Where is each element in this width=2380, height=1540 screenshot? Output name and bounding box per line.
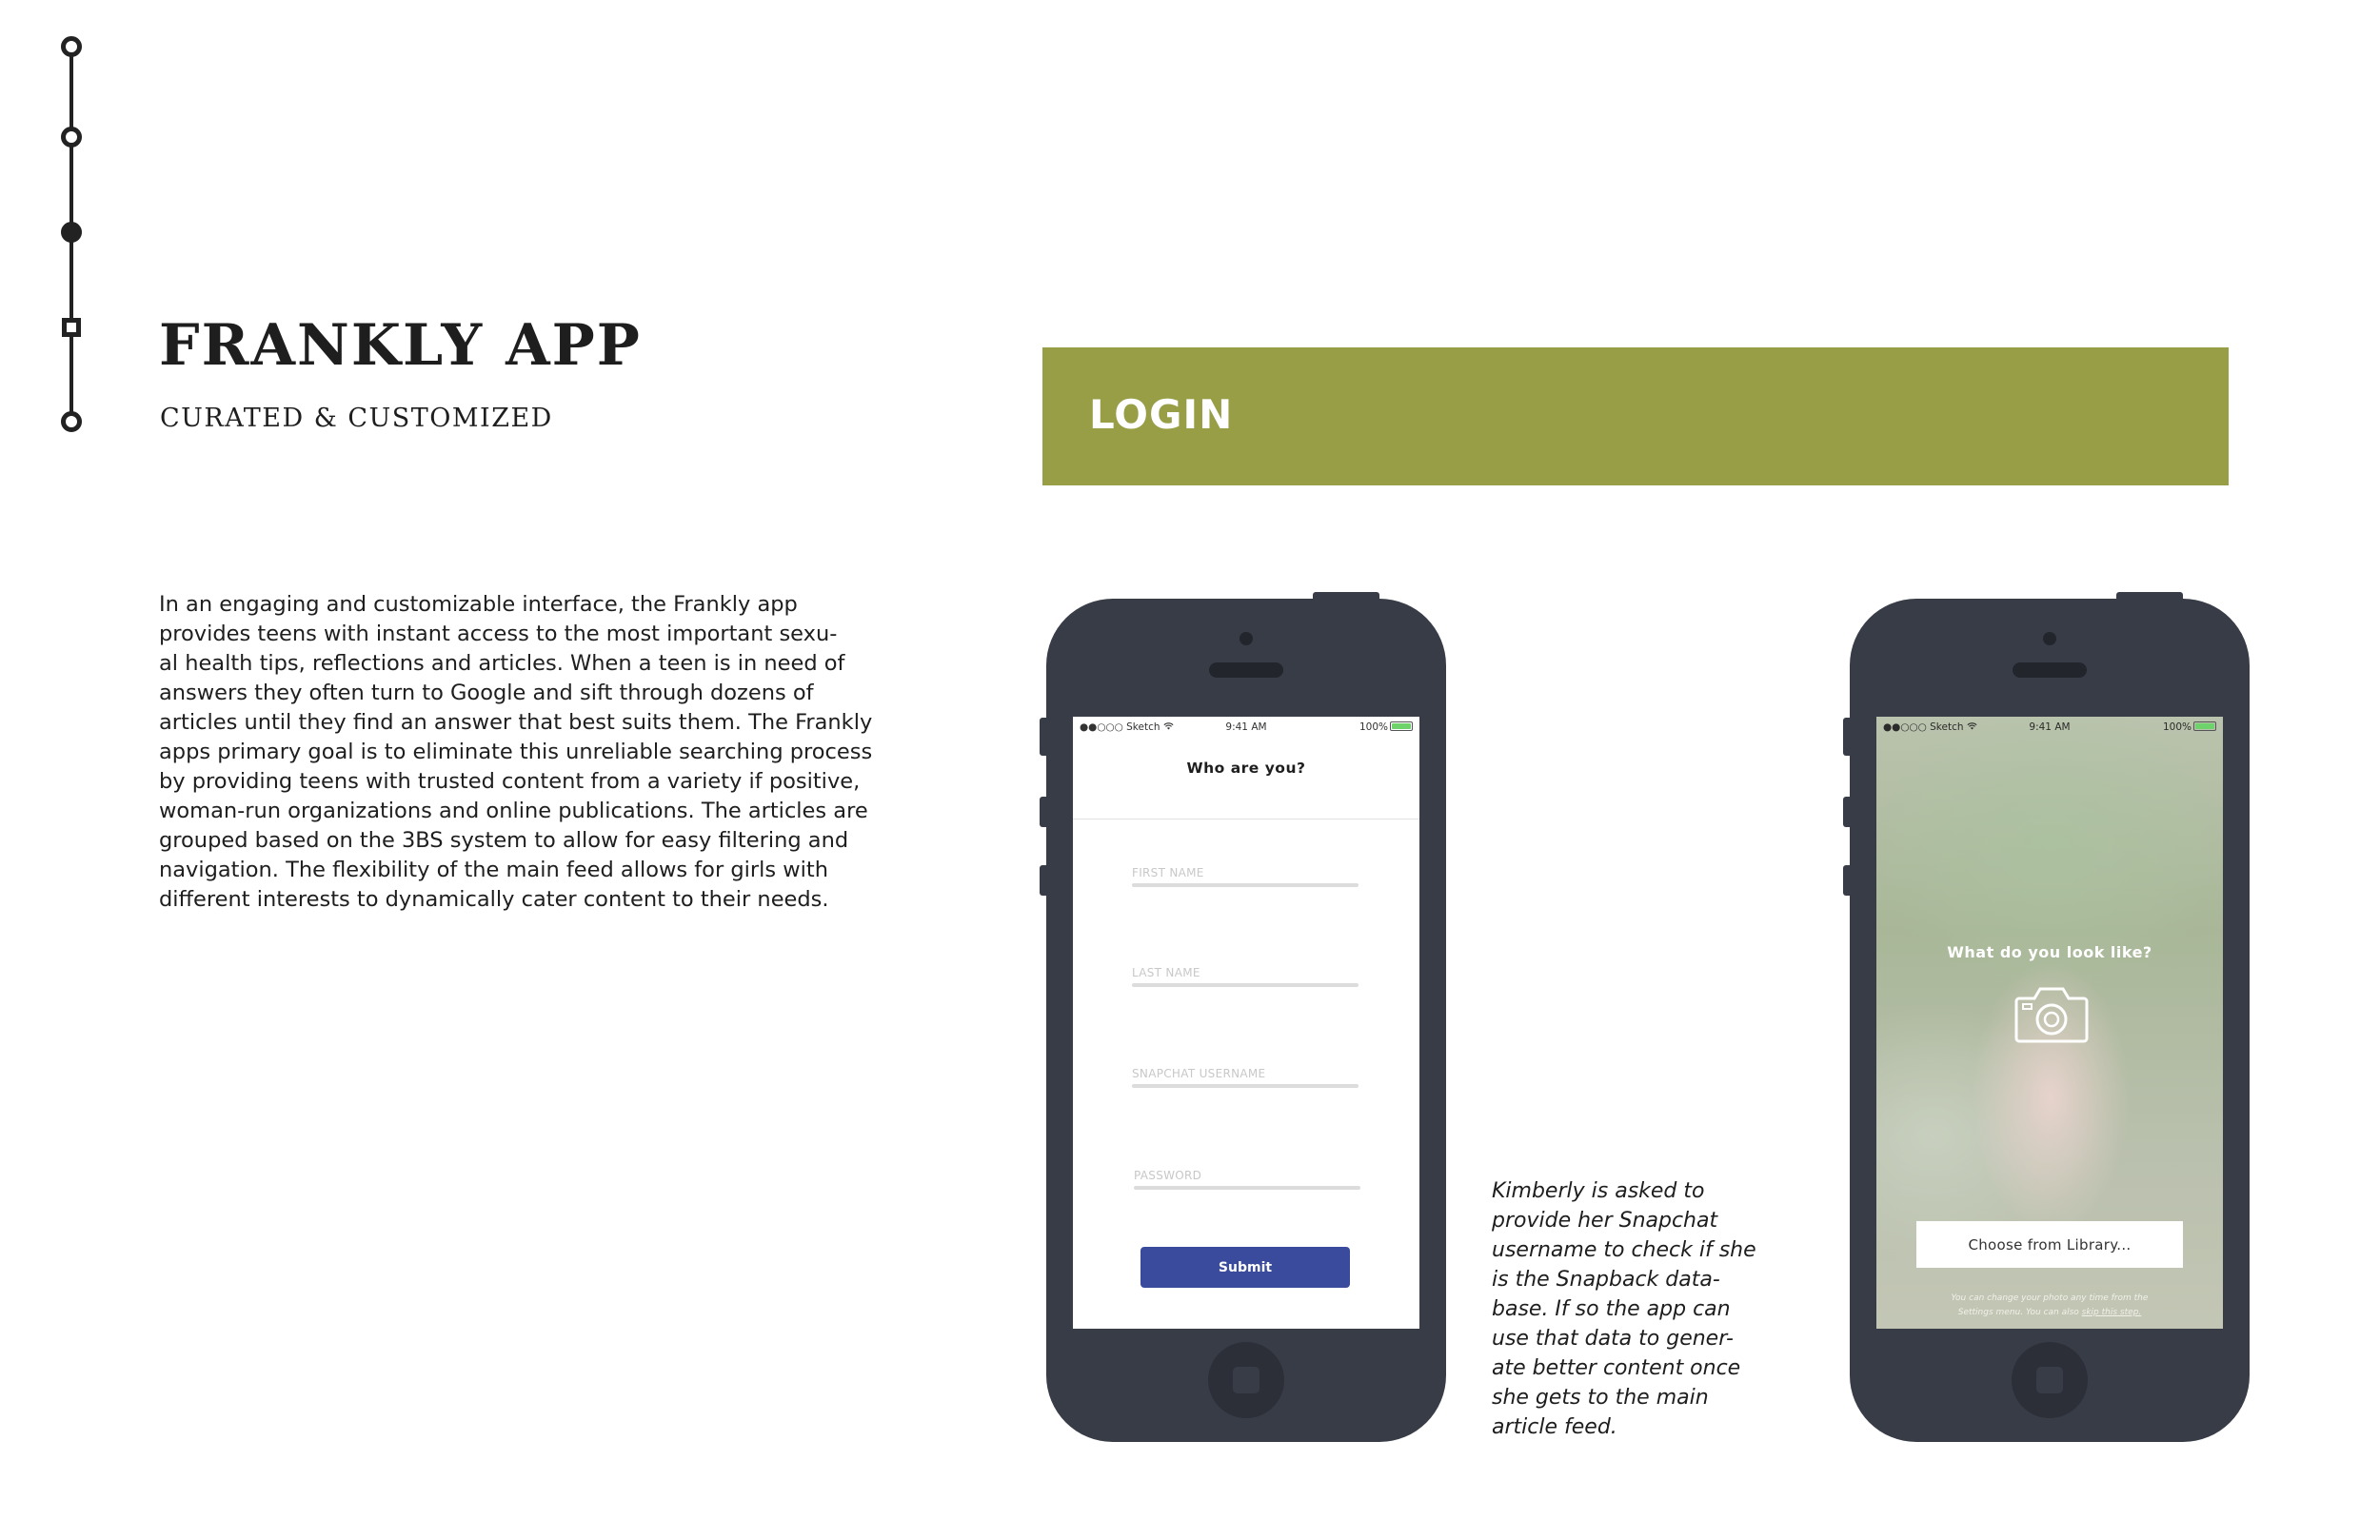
fine-print-line: You can change your photo any time from the <box>1951 1293 2149 1303</box>
skip-step-link[interactable]: skip this step. <box>2081 1308 2142 1317</box>
description-text <box>159 590 873 915</box>
timeline-node-square <box>62 318 81 337</box>
caption-line: is the Snapback data- <box>1492 1268 1720 1292</box>
description-line: answers they often turn to Google and sift through dozens of <box>159 681 814 705</box>
first-name-placeholder: FIRST NAME <box>1132 866 1204 879</box>
timeline-icon <box>57 36 86 436</box>
password-placeholder: PASSWORD <box>1134 1169 1202 1182</box>
description-line: In an engaging and customizable interface, the Frankly app <box>159 592 798 617</box>
caption-line: base. If so the app can <box>1492 1297 1731 1321</box>
fine-print-line: Settings menu. You can also <box>1957 1308 2082 1317</box>
phone-speaker <box>1209 662 1283 678</box>
description-line: al health tips, reflections and articles. When a teen is in need of <box>159 651 845 676</box>
field-underline <box>1134 1186 1360 1190</box>
phone-front-camera <box>2043 632 2056 645</box>
page-title: FRANKLY APP <box>159 312 642 379</box>
last-name-placeholder: LAST NAME <box>1132 966 1200 979</box>
caption-line: article feed. <box>1492 1415 1617 1439</box>
phone-front-camera <box>1240 632 1253 645</box>
field-underline <box>1132 1084 1359 1088</box>
camera-icon[interactable] <box>2013 985 2090 1044</box>
section-banner <box>1042 347 2229 485</box>
carrier-label: ●●○○○ Sketch <box>1883 721 1964 733</box>
caption-line: ate better content once <box>1492 1356 1741 1380</box>
carrier-label: ●●○○○ Sketch <box>1080 721 1160 733</box>
field-underline <box>1132 983 1359 987</box>
description-line: navigation. The flexibility of the main feed allows for girls with <box>159 858 828 882</box>
timeline-node <box>61 127 82 148</box>
submit-button[interactable]: Submit <box>1140 1247 1350 1288</box>
caption-line: provide her Snapchat <box>1492 1209 1718 1233</box>
choose-from-library-button[interactable]: Choose from Library... <box>1916 1221 2183 1268</box>
phone-home-button <box>1208 1342 1284 1418</box>
login-heading: Who are you? <box>1186 760 1306 777</box>
timeline-node <box>61 36 82 57</box>
timeline-node <box>61 411 82 432</box>
snapchat-username-placeholder: SNAPCHAT USERNAME <box>1132 1067 1266 1080</box>
description-line: different interests to dynamically cater content to their needs. <box>159 887 829 912</box>
status-bar <box>1876 717 2223 738</box>
field-underline <box>1132 883 1359 887</box>
phone-login-mockup <box>1046 599 1446 1442</box>
caption-line: use that data to gener- <box>1492 1327 1734 1351</box>
phone-photo-mockup <box>1850 599 2250 1442</box>
phone-home-button <box>2012 1342 2088 1418</box>
battery-percent: 100% <box>2162 721 2192 733</box>
phone-speaker <box>2013 662 2087 678</box>
battery-icon <box>1390 721 1413 731</box>
password-field[interactable] <box>1134 1169 1360 1190</box>
description-line: apps primary goal is to eliminate this unreliable searching process <box>159 740 873 764</box>
caption-text <box>1492 1176 1756 1442</box>
battery-icon <box>2193 721 2216 731</box>
status-time: 9:41 AM <box>2029 721 2071 733</box>
description-line: provides teens with instant access to the most important sexu- <box>159 622 838 646</box>
description-line: woman-run organizations and online publications. The articles are <box>159 799 868 823</box>
photo-screen <box>1876 717 2223 1329</box>
section-label: LOGIN <box>1089 391 1234 438</box>
status-time: 9:41 AM <box>1225 721 1267 733</box>
status-bar <box>1073 717 1419 738</box>
timeline-node-active <box>61 222 82 243</box>
page-subtitle: CURATED & CUSTOMIZED <box>160 404 553 433</box>
snapchat-username-field[interactable] <box>1132 1067 1359 1088</box>
caption-line: Kimberly is asked to <box>1492 1179 1705 1203</box>
fine-print <box>1876 1292 2223 1320</box>
description-line: articles until they find an answer that best suits them. The Frankly <box>159 710 873 735</box>
first-name-field[interactable] <box>1132 866 1359 887</box>
caption-line: username to check if she <box>1492 1238 1756 1262</box>
caption-line: she gets to the main <box>1492 1386 1709 1410</box>
photo-question: What do you look like? <box>1947 943 2152 961</box>
battery-percent: 100% <box>1359 721 1388 733</box>
last-name-field[interactable] <box>1132 966 1359 987</box>
description-line: grouped based on the 3BS system to allow for easy filtering and <box>159 828 849 853</box>
description-line: by providing teens with trusted content from a variety if positive, <box>159 769 861 794</box>
login-screen <box>1073 717 1419 1329</box>
